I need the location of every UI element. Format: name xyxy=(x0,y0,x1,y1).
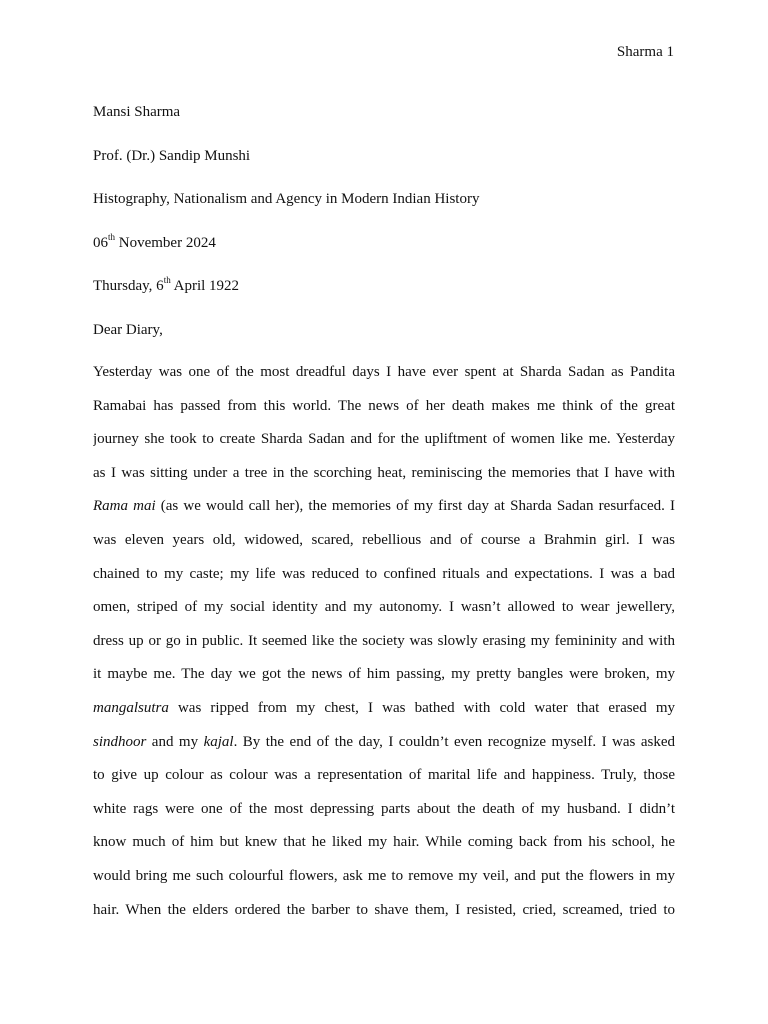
text-line xyxy=(93,731,675,765)
running-head: Sharma 1 xyxy=(616,44,674,60)
text-line xyxy=(93,563,675,597)
italic-term: sindhoor xyxy=(93,733,147,750)
text-line xyxy=(93,596,675,630)
text-line xyxy=(93,663,675,697)
course-title: Histography, Nationalism and Agency in Modern Indian History xyxy=(93,191,480,207)
date-day: 06 xyxy=(93,234,108,251)
text-run: was ripped from my chest, I was bathed with cold water that erased my xyxy=(168,699,675,716)
instructor-name: Prof. (Dr.) Sandip Munshi xyxy=(93,147,251,164)
text-line xyxy=(93,865,675,899)
entry-date-suffix: th xyxy=(163,275,171,285)
text-line-content: to give up colour as colour was a representation of marital life and happiness. Truly, those xyxy=(93,767,675,784)
text-line-content xyxy=(93,731,675,753)
text-line-content: hair. When the elders ordered the barber to shave them, I resisted, cried, screamed, tried to xyxy=(93,901,675,918)
entry-date-rest: April 1922 xyxy=(170,278,240,294)
text-line xyxy=(93,630,675,664)
italic-term: Rama mai xyxy=(93,498,156,515)
text-run: (as we would call her), the memories of my first day at Sharda Sadan resurfaced. I xyxy=(155,498,675,515)
mla-heading xyxy=(93,102,675,363)
date-ordinal-suffix: th xyxy=(108,231,116,242)
text-line-content: journey she took to create Sharda Sadan and for the upliftment of women like me. Yesterday xyxy=(93,431,675,448)
text-line-content: Ramabai has passed from this world. The news of her death makes me think of the great xyxy=(93,397,675,414)
date-month-year: November 2024 xyxy=(115,234,216,251)
diary-entry-date xyxy=(93,276,675,296)
text-line xyxy=(93,462,675,496)
text-line xyxy=(93,395,675,429)
text-line xyxy=(93,831,675,865)
text-line-content: it maybe me. The day we got the news of him passing, my pretty bangles were broken, my xyxy=(93,666,675,683)
text-line-content: omen, striped of my social identity and my autonomy. I wasn’t allowed to wear jewellery, xyxy=(93,599,675,616)
text-line-content xyxy=(93,495,675,517)
text-line xyxy=(93,798,675,832)
body-paragraph xyxy=(93,361,675,932)
text-line xyxy=(93,764,675,798)
text-line xyxy=(93,899,675,933)
author-name: Mansi Sharma xyxy=(93,104,181,120)
italic-term: mangalsutra xyxy=(93,699,169,716)
text-line-content: Yesterday was one of the most dreadful days I have ever spent at Sharda Sadan as Pandita xyxy=(93,364,675,380)
text-line-content: as I was sitting under a tree in the scorching heat, reminiscing the memories that I have with xyxy=(93,464,675,481)
text-line-content: chained to my caste; my life was reduced to confined rituals and expectations. I was a bad xyxy=(93,565,675,582)
text-line-content: white rags were one of the most depressing parts about the death of my husband. I didn’t xyxy=(93,800,675,817)
text-line-content: would bring me such colourful flowers, ask me to remove my veil, and put the flowers in my xyxy=(93,867,675,884)
entry-date-prefix: Thursday, 6 xyxy=(93,278,164,294)
diary-salutation: Dear Diary, xyxy=(93,321,163,338)
text-line xyxy=(93,428,675,462)
text-line-content: dress up or go in public. It seemed like the society was slowly erasing my femininity and with xyxy=(93,632,675,649)
text-line xyxy=(93,529,675,563)
text-line-content: know much of him but knew that he liked my hair. While coming back from his school, he xyxy=(93,834,675,851)
text-line xyxy=(93,495,675,529)
text-line-content: was eleven years old, widowed, scared, rebellious and of course a Brahmin girl. I was xyxy=(93,531,675,548)
italic-term: kajal xyxy=(203,733,234,750)
submission-date xyxy=(93,233,675,253)
text-run: and my xyxy=(146,733,204,750)
text-line-content xyxy=(93,697,675,719)
text-line xyxy=(93,361,675,395)
text-run: . By the end of the day, I couldn’t even recognize myself. I was asked xyxy=(233,733,675,750)
text-line xyxy=(93,697,675,731)
